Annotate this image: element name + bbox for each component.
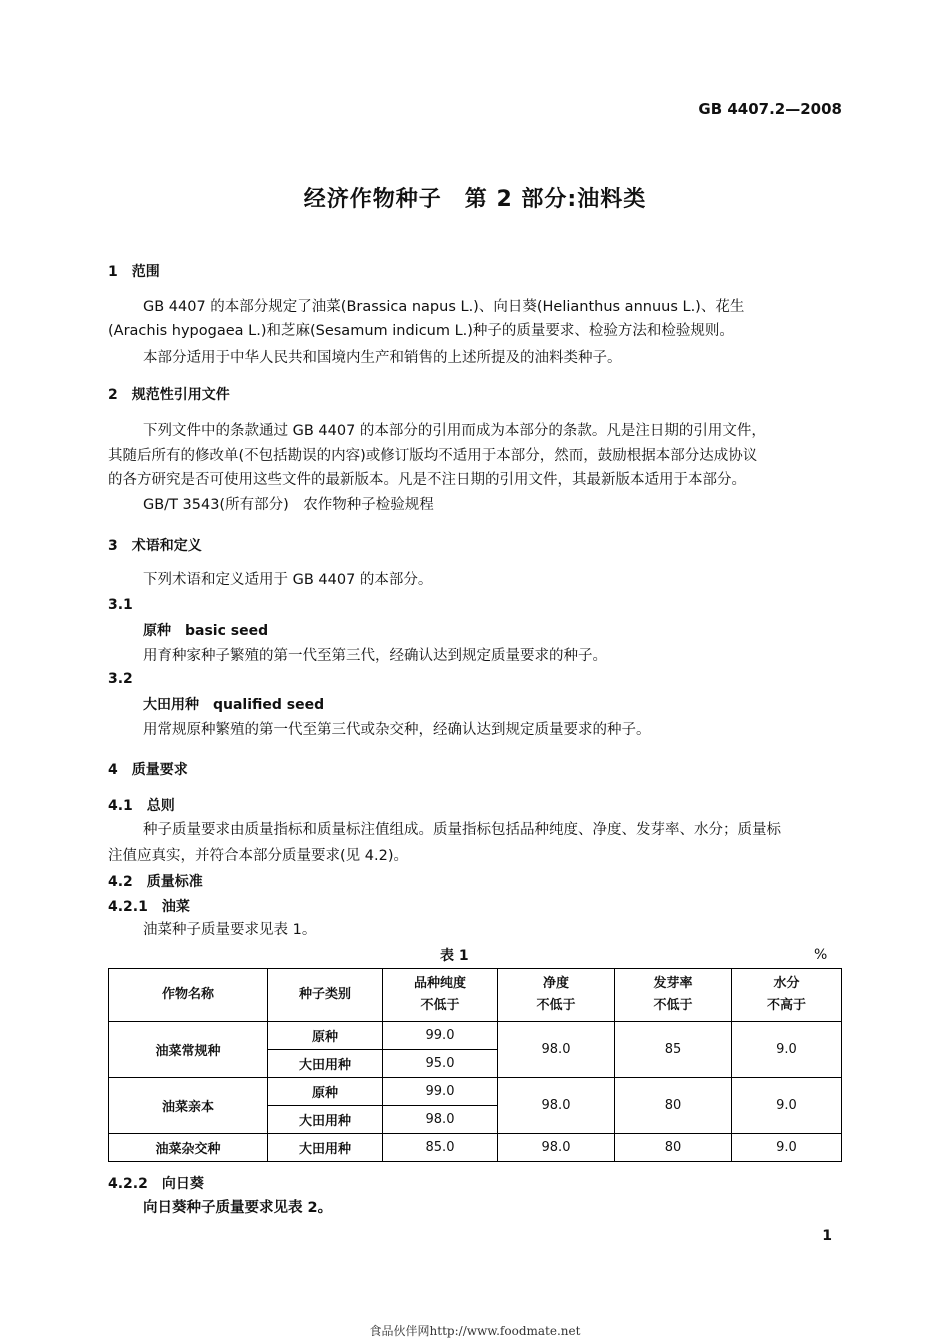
standard-number: GB 4407.2—2008 <box>698 100 842 118</box>
header-moisture-label: 水分 <box>773 976 800 991</box>
header-purity-label: 品种纯度 <box>413 976 466 991</box>
page-number: 1 <box>822 1228 832 1244</box>
section-2-line1: 下列文件中的条款通过 GB 4407 的本部分的引用而成为本部分的条款。凡是注日期的引用文件， <box>143 423 766 439</box>
section-4-2-heading: 4.2 质量标准 <box>108 874 203 890</box>
term-2-number: 3.2 <box>108 671 133 687</box>
section-4-1-line1: 种子质量要求由质量指标和质量标注值组成。质量指标包括品种纯度、净度、发芽率、水分；质量标 <box>143 822 781 838</box>
header-germination-label: 发芽率 <box>653 976 693 991</box>
term-1-name: 原种 basic seed <box>143 623 269 639</box>
table-row <box>109 1078 842 1106</box>
table-1 <box>108 968 842 1162</box>
row1-category-a: 原种 <box>268 1022 383 1050</box>
section-1-paragraph-line2: (Arachis hypogaea L.)和芝麻(Sesamum indicum L.)种子的质量要求、检验方法和检验规则。 <box>108 323 734 339</box>
header-cleanliness <box>498 969 615 1022</box>
row3-moisture: 9.0 <box>732 1134 842 1162</box>
table-row <box>109 1134 842 1162</box>
header-purity-qualifier: 不低于 <box>420 998 460 1013</box>
section-4-heading: 4 质量要求 <box>108 762 188 778</box>
header-germination-qualifier: 不低于 <box>653 998 693 1013</box>
row2-moisture: 9.0 <box>732 1078 842 1134</box>
term-1-definition: 用育种家种子繁殖的第一代至第三代，经确认达到规定质量要求的种子。 <box>143 648 607 664</box>
header-purity <box>383 969 498 1022</box>
row1-crop: 油菜常规种 <box>109 1022 268 1078</box>
section-4-2-2-text: 向日葵种子质量要求见表 2。 <box>143 1200 333 1216</box>
row3-crop: 油菜杂交种 <box>109 1134 268 1162</box>
section-1-scope-paragraph: 本部分适用于中华人民共和国境内生产和销售的上述所提及的油料类种子。 <box>143 350 622 366</box>
header-moisture-qualifier: 不高于 <box>766 998 806 1013</box>
section-3-heading: 3 术语和定义 <box>108 538 202 554</box>
section-4-1-heading: 4.1 总则 <box>108 798 175 814</box>
term-1-number: 3.1 <box>108 597 133 613</box>
section-4-2-2-heading: 4.2.2 向日葵 <box>108 1176 204 1192</box>
row3-germination: 80 <box>615 1134 732 1162</box>
row3-cleanliness: 98.0 <box>498 1134 615 1162</box>
row1-category-b: 大田用种 <box>268 1050 383 1078</box>
section-2-line3: 的各方研究是否可使用这些文件的最新版本。凡是不注日期的引用文件，其最新版本适用于本部分。 <box>108 472 746 488</box>
section-3-intro: 下列术语和定义适用于 GB 4407 的本部分。 <box>143 572 433 588</box>
row2-purity-a: 99.0 <box>383 1078 498 1106</box>
row1-cleanliness: 98.0 <box>498 1022 615 1078</box>
term-2-name: 大田用种 qualified seed <box>143 697 325 713</box>
document-title: 经济作物种子 第 2 部分:油料类 <box>303 187 647 212</box>
table-1-unit: % <box>814 947 828 963</box>
table-1-caption: 表 1 <box>440 948 469 964</box>
row2-category-a: 原种 <box>268 1078 383 1106</box>
row2-purity-b: 98.0 <box>383 1106 498 1134</box>
row1-purity-b: 95.0 <box>383 1050 498 1078</box>
section-4-1-line2: 注值应真实，并符合本部分质量要求(见 4.2)。 <box>108 848 408 864</box>
section-4-2-1-heading: 4.2.1 油菜 <box>108 899 190 915</box>
table-header-row <box>109 969 842 1022</box>
row1-moisture: 9.0 <box>732 1022 842 1078</box>
table-row <box>109 1022 842 1050</box>
row2-germination: 80 <box>615 1078 732 1134</box>
row3-purity: 85.0 <box>383 1134 498 1162</box>
section-2-line2: 其随后所有的修改单(不包括勘误的内容)或修订版均不适用于本部分，然而，鼓励根据本部分达成协议 <box>108 448 758 464</box>
row3-category: 大田用种 <box>268 1134 383 1162</box>
header-crop: 作物名称 <box>109 969 268 1022</box>
header-cleanliness-qualifier: 不低于 <box>536 998 576 1013</box>
header-moisture <box>732 969 842 1022</box>
row2-crop: 油菜亲本 <box>109 1078 268 1134</box>
section-2-heading: 2 规范性引用文件 <box>108 387 230 403</box>
section-4-2-1-text: 油菜种子质量要求见表 1。 <box>143 922 317 938</box>
section-2-reference: GB/T 3543(所有部分) 农作物种子检验规程 <box>143 497 434 513</box>
header-category: 种子类别 <box>268 969 383 1022</box>
term-2-definition: 用常规原种繁殖的第一代至第三代或杂交种，经确认达到规定质量要求的种子。 <box>143 722 651 738</box>
section-1-heading: 1 范围 <box>108 264 160 280</box>
row2-category-b: 大田用种 <box>268 1106 383 1134</box>
header-germination <box>615 969 732 1022</box>
section-1-paragraph-line1: GB 4407 的本部分规定了油菜(Brassica napus L.)、向日葵(Helianthus annuus L.)、花生 <box>143 299 745 315</box>
row2-cleanliness: 98.0 <box>498 1078 615 1134</box>
footer-watermark: 食品伙伴网http://www.foodmate.net <box>369 1324 581 1338</box>
row1-purity-a: 99.0 <box>383 1022 498 1050</box>
row1-germination: 85 <box>615 1022 732 1078</box>
header-cleanliness-label: 净度 <box>542 976 569 991</box>
